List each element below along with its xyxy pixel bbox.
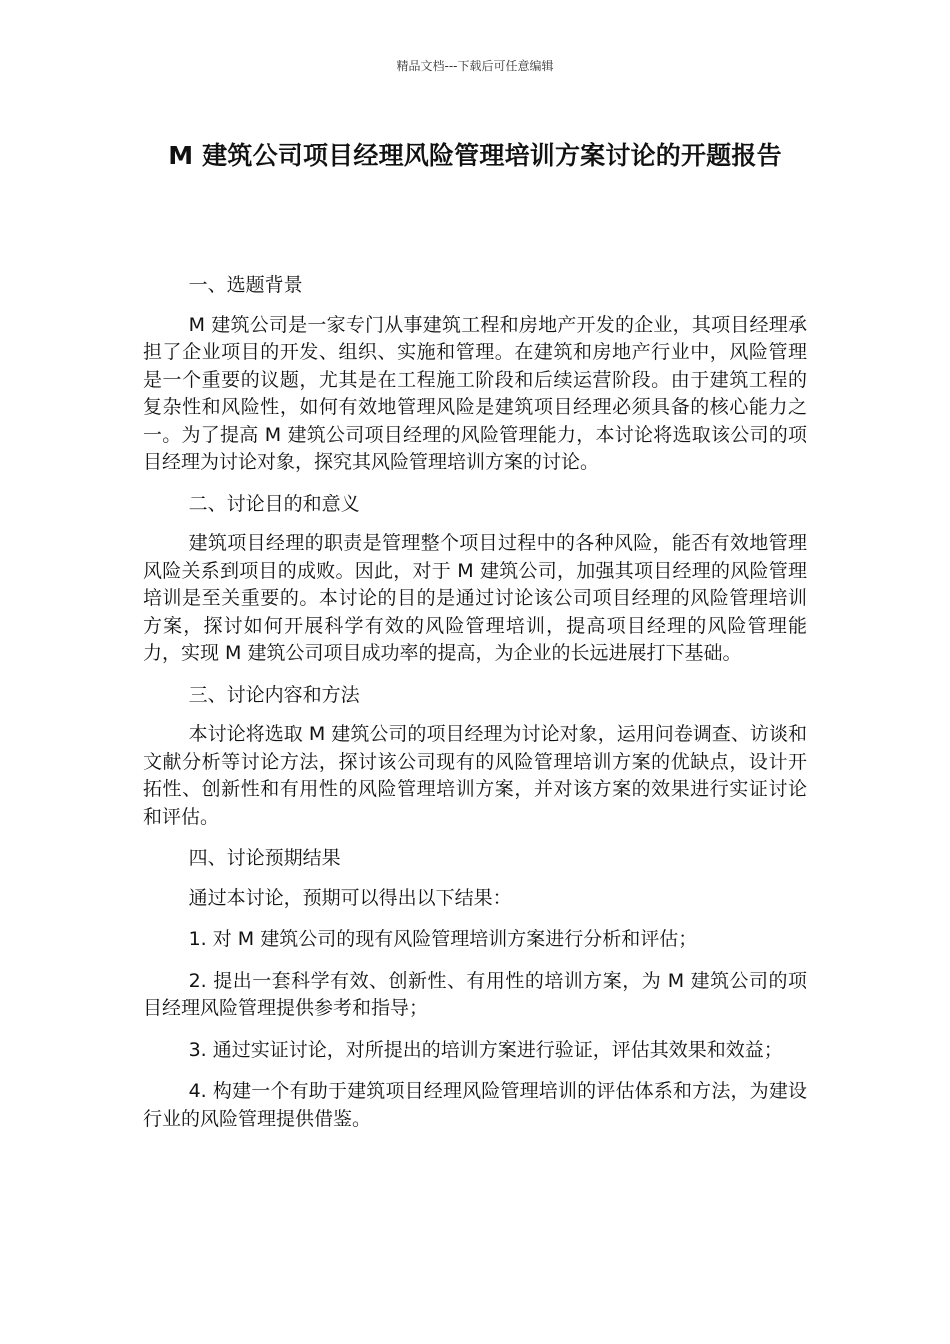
paragraph-results-intro: 通过本讨论，预期可以得出以下结果： <box>188 886 512 909</box>
header-note: 精品文档---下载后可任意编辑 <box>396 59 554 73</box>
section-heading-background: 一、选题背景 <box>188 274 303 296</box>
section-heading-purpose: 二、讨论目的和意义 <box>188 492 360 515</box>
paragraph-purpose: 建筑项目经理的职责是管理整个项目过程中的各种风险，能否有效地管理风险关系到项目的成败。因此，对于 M 建筑公司，加强其项目经理的风险管理培训是至关重要的。本讨论的目的是通过讨论该公司项目经理的风险管理培训方案，探讨如何开展科学有效的风险管理培训，提高项目经理的风险管理能力，实现 M 建筑公司项目成功率的提高，为企业的长远进展打下基础。 <box>143 532 807 664</box>
list-item-result-3: 3. 通过实证讨论，对所提出的培训方案进行验证，评估其效果和效益； <box>188 1038 783 1061</box>
list-item-result-4: 4. 构建一个有助于建筑项目经理风险管理培训的评估体系和方法，为建设行业的风险管理提供借鉴。 <box>143 1080 807 1130</box>
list-item-result-1: 1. 对 M 建筑公司的现有风险管理培训方案进行分析和评估； <box>188 928 698 950</box>
document-body <box>143 272 807 1147</box>
paragraph-methods: 本讨论将选取 M 建筑公司的项目经理为讨论对象，运用问卷调查、访谈和文献分析等讨论方法，探讨该公司现有的风险管理培训方案的优缺点，设计开拓性、创新性和有用性的风险管理培训方案，并对该方案的效果进行实证讨论和评估。 <box>143 723 807 828</box>
section-heading-methods: 三、讨论内容和方法 <box>188 683 360 706</box>
paragraph-background: M 建筑公司是一家专门从事建筑工程和房地产开发的企业，其项目经理承担了企业项目的开发、组织、实施和管理。在建筑和房地产行业中，风险管理是一个重要的议题，尤其是在工程施工阶段和后续运营阶段。由于建筑工程的复杂性和风险性，如何有效地管理风险是建筑项目经理必须具备的核心能力之一。为了提高 M 建筑公司项目经理的风险管理能力，本讨论将选取该公司的项目经理为讨论对象，探究其风险管理培训方案的讨论。 <box>143 313 807 473</box>
document-title: M 建筑公司项目经理风险管理培训方案讨论的开题报告 <box>168 141 782 170</box>
section-heading-results: 四、讨论预期结果 <box>188 847 341 869</box>
list-item-result-2: 2. 提出一套科学有效、创新性、有用性的培训方案，为 M 建筑公司的项目经理风险管理提供参考和指导； <box>143 969 807 1019</box>
